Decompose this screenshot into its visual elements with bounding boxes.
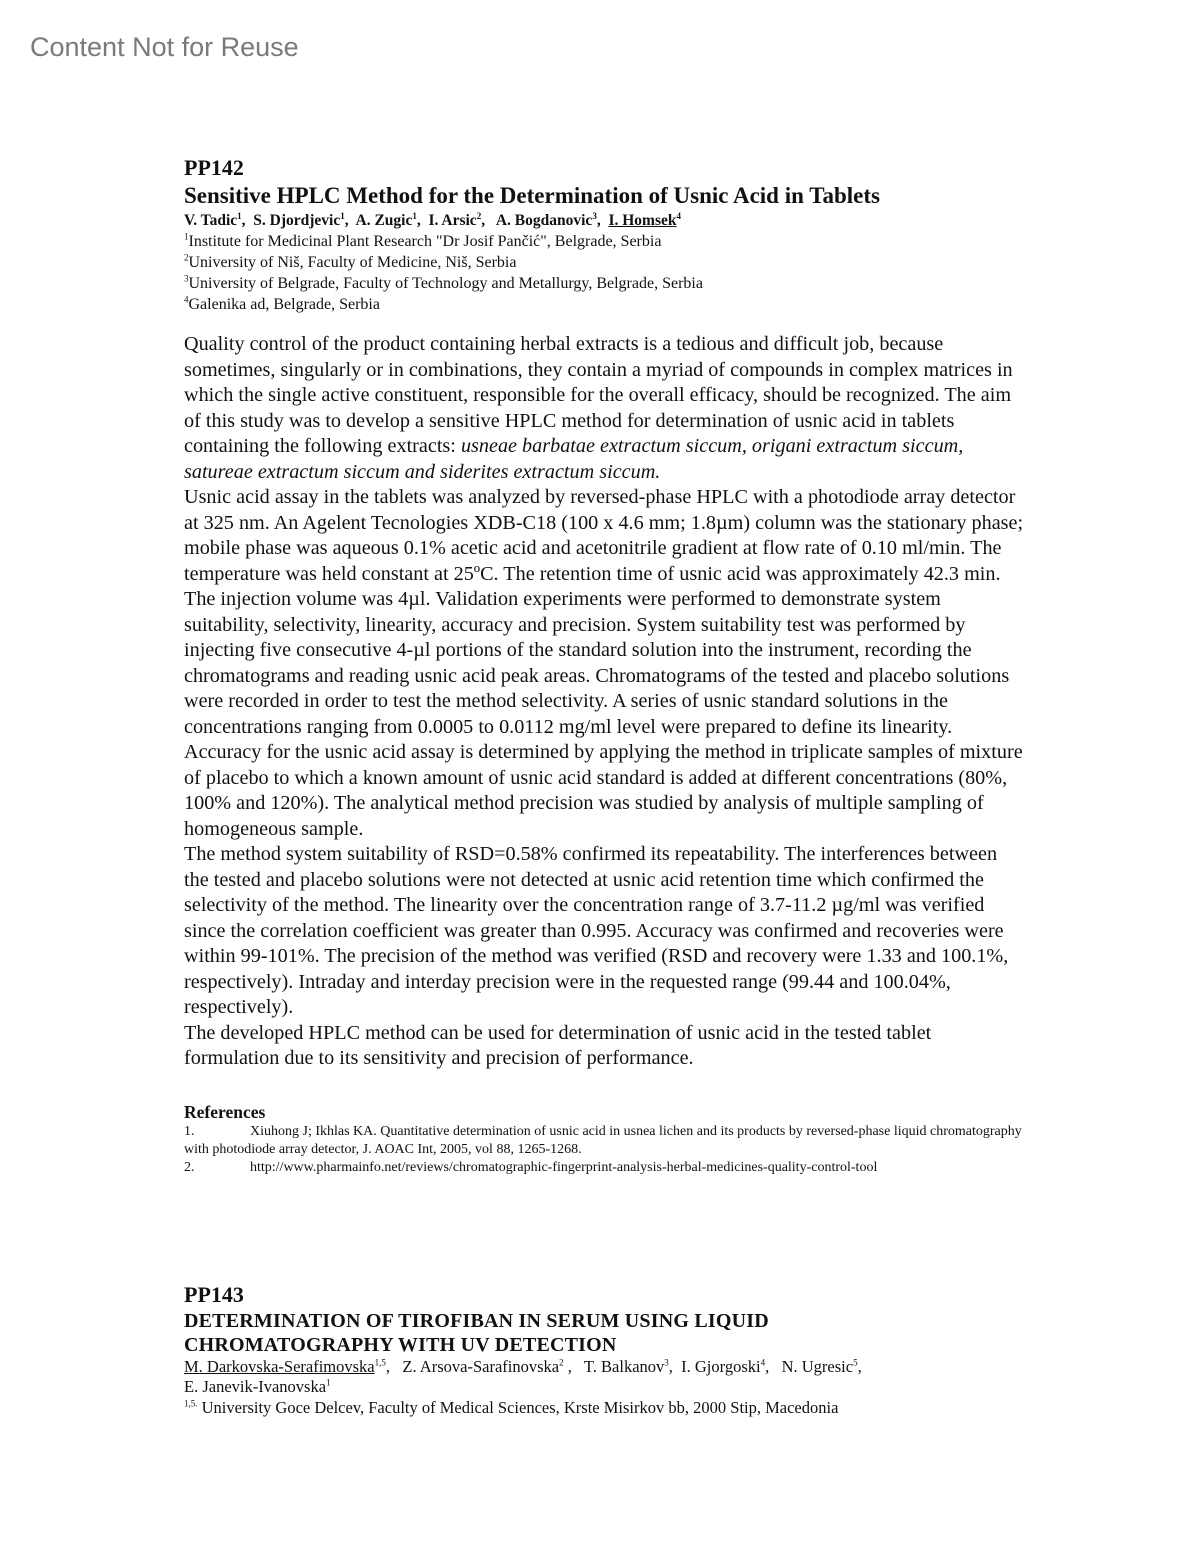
references-section [184, 1101, 1024, 1177]
author-sep: , [596, 212, 605, 229]
author-sep: , [481, 212, 493, 229]
affiliation [184, 294, 1024, 315]
author: A. Zugic [355, 212, 413, 229]
author-sup: 5 [853, 1357, 858, 1368]
author: N. Ugresic [781, 1357, 854, 1376]
affiliation-sup: 2 [184, 252, 189, 263]
author-sup: 1 [412, 210, 417, 221]
author-sep: , [385, 1357, 399, 1376]
author-sup: 2 [559, 1357, 564, 1368]
author-sup: 4 [760, 1357, 766, 1368]
abstract-code: PP143 [184, 1282, 244, 1307]
author-list [184, 211, 1024, 231]
presenting-author: M. Darkovska-Serafimovska [184, 1357, 375, 1376]
body-paragraph: The developed HPLC method can be used for determination of usnic acid in the tested tablet formulation due to its sensitivity and precision of performance. [184, 1021, 932, 1069]
affiliation-sup: 1 [184, 231, 189, 242]
presenting-author: I. Homsek [608, 212, 677, 229]
references-heading: References [184, 1101, 266, 1122]
author-sup: 4 [676, 210, 681, 221]
abstract-title: Sensitive HPLC Method for the Determination of Usnic Acid in Tablets [184, 183, 880, 208]
author-sup: 1,5 [374, 1357, 386, 1368]
author-sep: , [668, 1357, 678, 1376]
affiliation [184, 252, 1024, 273]
author: A. Bogdanovic [495, 212, 593, 229]
reference-number: 2. [184, 1159, 195, 1175]
author: V. Tadic [184, 212, 238, 229]
author: E. Janevik-Ivanovska [184, 1377, 327, 1396]
body-paragraph [184, 332, 1024, 485]
watermark: Content Not for Reuse [30, 32, 299, 62]
abstract-title-line: DETERMINATION OF TIROFIBAN IN SERUM USING LIQUID [184, 1310, 769, 1332]
author: S. Djordjevic [253, 212, 341, 229]
reference-item [184, 1123, 1024, 1159]
abstract-pp143 [184, 1281, 1024, 1418]
author-sup: 1 [237, 210, 242, 221]
author: T. Balkanov [583, 1357, 665, 1376]
author-list [184, 1357, 1024, 1397]
reference-item [184, 1159, 1024, 1177]
author-sup: 1 [326, 1377, 331, 1388]
reference-link[interactable]: http://www.pharmainfo.net/reviews/chromatographic-fingerprint-analysis-herbal-medicines-quality-control-tool [250, 1159, 878, 1175]
author-sep: , [765, 1357, 778, 1376]
author-sup: 2 [476, 210, 482, 221]
body-paragraph: Usnic acid assay in the tablets was analyzed by reversed-phase HPLC with a photodiode array detector at 325 nm. An Agelent Tecnologies XDB-C18 (100 x 4.6 mm; 1.8µm) column was the stationary phase; mobile phase was aqueous 0.1% acetic acid and acetonitrile gradient at flow rate of 0.10 ml/min. The temperature was held constant at 25ºC. The retention time of usnic acid was approximately 42.3 min. The injection volume was 4µl. Validation experiments were performed to demonstrate system suitability, selectivity, linearity, accuracy and precision. System suitability test was performed by injecting five consecutive 4-µl portions of the standard solution into the instrument, recording the chromatograms and reading usnic acid peak areas. Chromatograms of the tested and placebo solutions were recorded in order to test the method selectivity. A series of usnic standard solutions in the concentrations ranging from 0.0005 to 0.0112 mg/ml level were prepared to define its linearity. Accuracy for the usnic acid assay is determined by applying the method in triplicate samples of mixture of placebo to which a known amount of usnic acid standard is added at different concentrations (80%, 100% and 120%). The analytical method precision was studied by analysis of multiple sampling of homogeneous sample. [184, 486, 1024, 840]
author-sep: , [416, 212, 425, 229]
affiliation-text: University of Niš, Faculty of Medicine, Niš, Serbia [188, 254, 517, 271]
author-sup: 3 [664, 1357, 669, 1368]
affiliation-text: Institute for Medicinal Plant Research "Dr Josif Pančić", Belgrade, Serbia [188, 233, 662, 250]
body-text-italic: usneae barbatae extractum siccum, origani extractum siccum, satureae extractum siccum and siderites extractum siccum. [184, 435, 964, 483]
author-sep: , [241, 212, 250, 229]
author-sup: 3 [592, 210, 597, 221]
affiliation [184, 273, 1024, 294]
affiliation [184, 231, 1024, 252]
author-sep: , [857, 1357, 862, 1376]
abstract-body [184, 332, 1024, 1072]
reference-number: 1. [184, 1123, 195, 1139]
affiliation-text: University of Belgrade, Faculty of Technology and Metallurgy, Belgrade, Serbia [188, 275, 703, 292]
affiliation-text: Galenika ad, Belgrade, Serbia [188, 296, 380, 313]
affiliation-sup: 1,5. [184, 1398, 198, 1409]
affiliation-text: University Goce Delcev, Faculty of Medical Sciences, Krste Misirkov bb, 2000 Stip, Macedonia [201, 1398, 839, 1417]
author-sep: , [344, 212, 353, 229]
body-text-plain: Quality control of the product containing herbal extracts is a tedious and difficult job, because sometimes, singularly or in combinations, they contain a myriad of compounds in complex matrices in which the single active constituent, responsible for the overall efficacy, should be recognized. The aim of this study was to develop a sensitive HPLC method for determination of usnic acid in tablets containing the following extracts: [184, 333, 1013, 457]
reference-text: Xiuhong J; Ikhlas KA. Quantitative determination of usnic acid in usnea lichen and its products by reversed-phase liquid chromatography with photodiode array detector, J. AOAC Int, 2005, vol 88, 1265-1268. [184, 1123, 1022, 1157]
author: I. Arsic [428, 212, 477, 229]
author-sep: , [563, 1357, 581, 1376]
author: Z. Arsova-Sarafinovska [402, 1357, 560, 1376]
affiliation-sup: 4 [184, 294, 189, 305]
author: I. Gjorgoski [681, 1357, 761, 1376]
author-sup: 1 [340, 210, 345, 221]
affiliation [184, 1397, 1024, 1418]
abstract-pp142 [184, 154, 1024, 1177]
affiliation-sup: 3 [184, 273, 189, 284]
body-paragraph: The method system suitability of RSD=0.58% confirmed its repeatability. The interferences between the tested and placebo solutions were not detected at usnic acid retention time which confirmed the selectivity of the method. The linearity over the concentration range of 3.7-11.2 µg/ml was verified since the correlation coefficient was greater than 0.995. Accuracy was confirmed and recoveries were within 99-101%. The precision of the method was verified (RSD and recovery were 1.33 and 100.1%, respectively). Intraday and interday precision were in the requested range (99.44 and 100.04%, respectively). [184, 843, 1009, 1018]
abstract-code: PP142 [184, 155, 244, 180]
abstract-title-line: CHROMATOGRAPHY WITH UV DETECTION [184, 1334, 617, 1356]
